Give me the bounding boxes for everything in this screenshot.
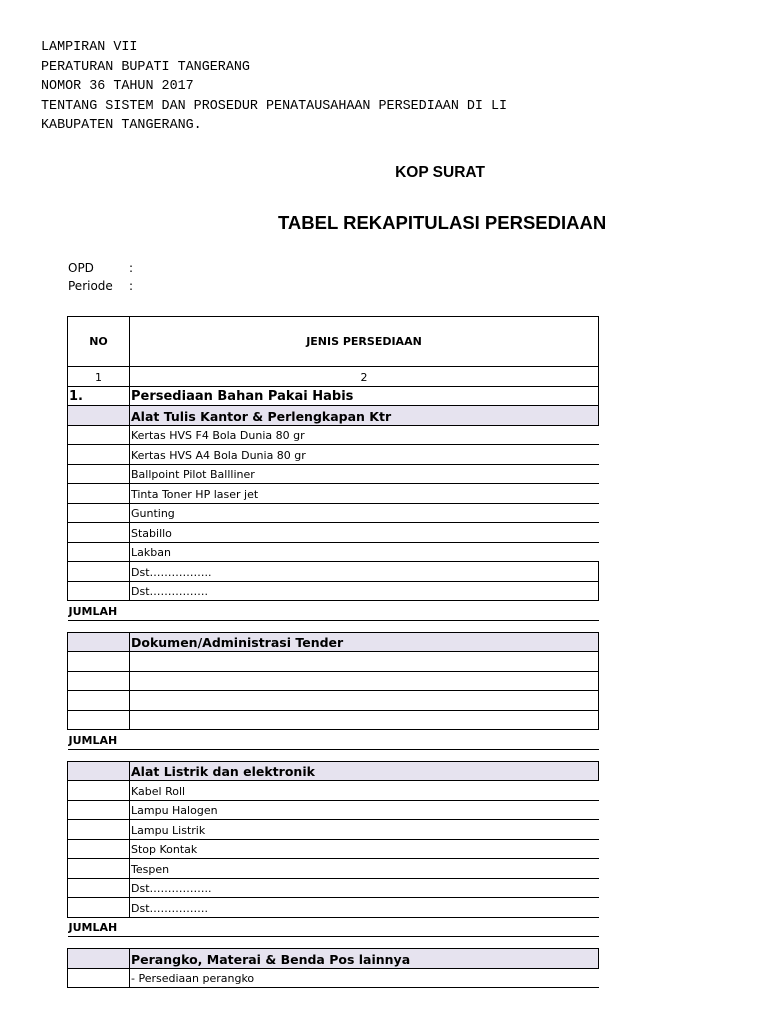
item-label: Dst……………. <box>130 581 599 601</box>
periode-field <box>68 279 133 293</box>
periode-colon: : <box>129 279 134 293</box>
table-row <box>68 562 599 582</box>
col-header-no: NO <box>68 317 130 367</box>
table-row <box>68 800 599 820</box>
section-label: Persediaan Bahan Pakai Habis <box>130 386 599 406</box>
table-row <box>68 898 599 918</box>
item-label: Tinta Toner HP laser jet <box>130 484 599 504</box>
table-row <box>68 503 599 523</box>
item-label: Kertas HVS A4 Bola Dunia 80 gr <box>130 445 599 465</box>
category-row <box>68 949 599 969</box>
opd-colon: : <box>129 261 134 275</box>
category-row <box>68 406 599 426</box>
table-row <box>68 820 599 840</box>
rekapitulasi-table <box>67 316 599 988</box>
item-label: Stabillo <box>130 523 599 543</box>
opd-field <box>68 261 133 275</box>
table-row <box>68 484 599 504</box>
item-label: Lakban <box>130 542 599 562</box>
jumlah-row <box>68 917 599 937</box>
table-row <box>68 523 599 543</box>
page-title: TABEL REKAPITULASI PERSEDIAAN <box>278 212 607 233</box>
header-line-lampiran: LAMPIRAN VII <box>41 40 138 55</box>
header-line-kabupaten: KABUPATEN TANGERANG. <box>41 118 202 133</box>
item-label: - Persediaan perangko <box>130 968 599 988</box>
table-row <box>68 878 599 898</box>
category-row <box>68 761 599 781</box>
jumlah-row <box>68 601 599 621</box>
col-number-2: 2 <box>130 367 599 387</box>
jumlah-row <box>68 730 599 750</box>
category-label: Alat Tulis Kantor & Perlengkapan Ktr <box>130 406 599 426</box>
table-row <box>68 781 599 801</box>
item-label: Kabel Roll <box>130 781 599 801</box>
category-label: Dokumen/Administrasi Tender <box>130 632 599 652</box>
header-line-tentang: TENTANG SISTEM DAN PROSEDUR PENATAUSAHAAN PERSEDIAAN DI LI <box>41 98 508 114</box>
header-line-peraturan: PERATURAN BUPATI TANGERANG <box>41 59 250 75</box>
section-no: 1. <box>68 386 130 406</box>
item-label: Lampu Halogen <box>130 800 599 820</box>
jumlah-label: JUMLAH <box>68 917 599 937</box>
document-header <box>41 38 599 136</box>
item-label: Tespen <box>130 859 599 879</box>
periode-label: Periode <box>68 279 113 293</box>
table-row <box>68 464 599 484</box>
opd-label: OPD <box>68 261 94 275</box>
table-row <box>68 710 599 730</box>
jumlah-label: JUMLAH <box>68 601 599 621</box>
col-header-jenis: JENIS PERSEDIAAN <box>130 317 599 367</box>
column-number-row <box>68 367 599 387</box>
table-row <box>68 425 599 445</box>
item-label: Kertas HVS F4 Bola Dunia 80 gr <box>130 425 599 445</box>
table-row <box>68 671 599 691</box>
table-row <box>68 445 599 465</box>
jumlah-label: JUMLAH <box>68 730 599 750</box>
kop-surat: KOP SURAT <box>395 164 485 181</box>
table-row <box>68 691 599 711</box>
table-row <box>68 859 599 879</box>
category-row <box>68 632 599 652</box>
table-row <box>68 652 599 672</box>
section-row <box>68 386 599 406</box>
table-row <box>68 968 599 988</box>
table-row <box>68 542 599 562</box>
item-label: Dst…………….. <box>130 878 599 898</box>
item-label: Lampu Listrik <box>130 820 599 840</box>
category-label: Perangko, Materai & Benda Pos lainnya <box>130 949 599 969</box>
category-label: Alat Listrik dan elektronik <box>130 761 599 781</box>
table-row <box>68 581 599 601</box>
table-row <box>68 839 599 859</box>
item-label: Dst…………….. <box>130 562 599 582</box>
item-label: Stop Kontak <box>130 839 599 859</box>
col-number-1: 1 <box>68 367 130 387</box>
item-label: Ballpoint Pilot Ballliner <box>130 464 599 484</box>
header-line-nomor: NOMOR 36 TAHUN 2017 <box>41 79 194 94</box>
table-header-row <box>68 317 599 367</box>
item-label: Gunting <box>130 503 599 523</box>
item-label: Dst……………. <box>130 898 599 918</box>
